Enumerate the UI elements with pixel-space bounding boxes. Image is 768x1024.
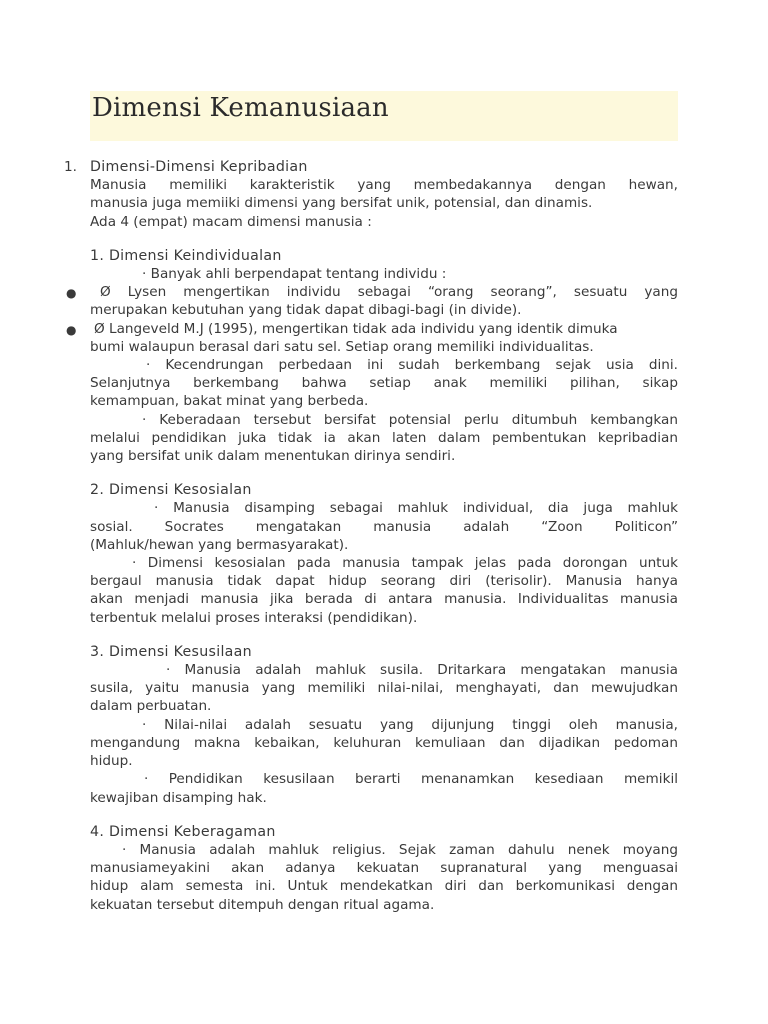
sub-4-paragraph-1-line-4: kekuatan tersebut ditempuh dengan ritual agama. bbox=[90, 896, 435, 913]
sub-4-paragraph-1-line-3: hidup alam semesta ini. Untuk mendekatkan diri dan berkomunikasi dengan bbox=[90, 878, 678, 895]
sub-3-paragraph-3-line-2: kewajiban disamping hak. bbox=[90, 789, 267, 806]
sub-4-paragraph-1-line-1: · Manusia adalah mahluk religius. Sejak zaman dahulu nenek moyang bbox=[122, 841, 678, 858]
sub-4-paragraph-1-line-2: manusiameyakini akan adanya kekuatan supranatural yang menguasai bbox=[90, 860, 678, 877]
sub-1-bullet-1 bbox=[66, 283, 678, 319]
sub-3-paragraph-2-line-1: · Nilai-nilai adalah sesuatu yang dijunjung tinggi oleh manusia, bbox=[142, 716, 678, 733]
sub-3-paragraph-1-line-3: dalam perbuatan. bbox=[90, 698, 212, 715]
sub-3-paragraph-2-line-3: hidup. bbox=[90, 753, 133, 770]
sub-2-heading: 2. Dimensi Kesosialan bbox=[90, 482, 252, 499]
sub-1-paragraph-3-line-2: melalui pendidikan juka tidak ia akan laten dalam pembentukan kepribadian bbox=[90, 429, 678, 446]
section-1-intro-line-2: manusia juga memiiki dimensi yang bersifat unik, potensial, dan dinamis. bbox=[90, 195, 593, 212]
sub-1-bullet-2-line-1: Ø Langeveld M.J (1995), mengertikan tidak ada individu yang identik dimuka bbox=[94, 320, 618, 337]
section-1-intro-line-3: Ada 4 (empat) macam dimensi manusia : bbox=[90, 213, 372, 230]
sub-3-paragraph-1-line-2: susila, yaitu manusia yang memiliki nilai-nilai, menghayati, dan mewujudkan bbox=[90, 680, 678, 697]
sub-2-paragraph-2-line-3: akan menjadi manusia jika berada di antara manusia. Individualitas manusia bbox=[90, 591, 678, 608]
sub-4-heading: 4. Dimensi Keberagaman bbox=[90, 823, 276, 840]
sub-3-paragraph-2-line-2: mengandung makna kebaikan, keluhuran kemuliaan dan dijadikan pedoman bbox=[90, 734, 678, 751]
sub-1-paragraph-3-line-1: · Keberadaan tersebut bersifat potensial perlu ditumbuh kembangkan bbox=[142, 411, 678, 428]
sub-1-bullet-2-line-2: bumi walaupun berasal dari satu sel. Setiap orang memiliki individualitas. bbox=[90, 338, 594, 355]
sub-2-paragraph-2-line-1: · Dimensi kesosialan pada manusia tampak jelas pada dorongan untuk bbox=[132, 555, 678, 572]
sub-1-paragraph-1: · Banyak ahli berpendapat tentang individu : bbox=[142, 266, 447, 283]
sub-2-paragraph-2-line-2: bergaul manusia tidak dapat hidup seorang diri (terisolir). Manusia hanya bbox=[90, 573, 678, 590]
sub-1-paragraph-2-line-1: · Kecendrungan perbedaan ini sudah berkembang sejak usia dini. bbox=[146, 357, 678, 374]
sub-3-paragraph-3-line-1: · Pendidikan kesusilaan berarti menanamkan kesediaan memikil bbox=[144, 771, 678, 788]
sub-1-paragraph-3-line-3: yang bersifat unik dalam menentukan dirinya sendiri. bbox=[90, 448, 456, 465]
section-1-intro-line-1: Manusia memiliki karakteristik yang membedakannya dengan hewan, bbox=[90, 177, 678, 194]
sub-2-paragraph-1-line-2: sosial. Socrates mengatakan manusia adalah “Zoon Politicon” bbox=[90, 518, 678, 535]
sub-1-bullet-1-line-2: merupakan kebutuhan yang tidak dapat dibagi-bagi (in divide). bbox=[90, 302, 522, 319]
sub-1-bullet-1-line-1: Ø Lysen mengertikan individu sebagai “orang seorang”, sesuatu yang bbox=[100, 284, 678, 301]
section-1-heading: Dimensi-Dimensi Kepribadian bbox=[90, 159, 308, 175]
sub-3-heading: 3. Dimensi Kesusilaan bbox=[90, 643, 252, 660]
sub-1-heading: 1. Dimensi Keindividualan bbox=[90, 247, 282, 264]
bullet-dot-icon: ● bbox=[66, 322, 77, 337]
sub-1-paragraph-2-line-3: kemampuan, bakat minat yang berbeda. bbox=[90, 393, 369, 410]
sub-3-paragraph-1-line-1: · Manusia adalah mahluk susila. Dritarkara mengatakan manusia bbox=[166, 662, 678, 679]
bullet-dot-icon: ● bbox=[66, 286, 77, 301]
section-1-number: 1. bbox=[64, 159, 77, 175]
sub-2-paragraph-2-line-4: terbentuk melalui proses interaksi (pendidikan). bbox=[90, 609, 418, 626]
sub-1-paragraph-2-line-2: Selanjutnya berkembang bahwa setiap anak memiliki pilihan, sikap bbox=[90, 375, 678, 392]
document-body bbox=[64, 158, 678, 914]
sub-2-paragraph-1-line-3: (Mahluk/hewan yang bermasyarakat). bbox=[90, 536, 349, 553]
sub-1-bullet-2 bbox=[66, 320, 678, 356]
section-1-heading-row bbox=[64, 158, 678, 176]
sub-2-paragraph-1-line-1: · Manusia disamping sebagai mahluk individual, dia juga mahluk bbox=[154, 500, 678, 517]
document-title: Dimensi Kemanusiaan bbox=[92, 93, 389, 123]
